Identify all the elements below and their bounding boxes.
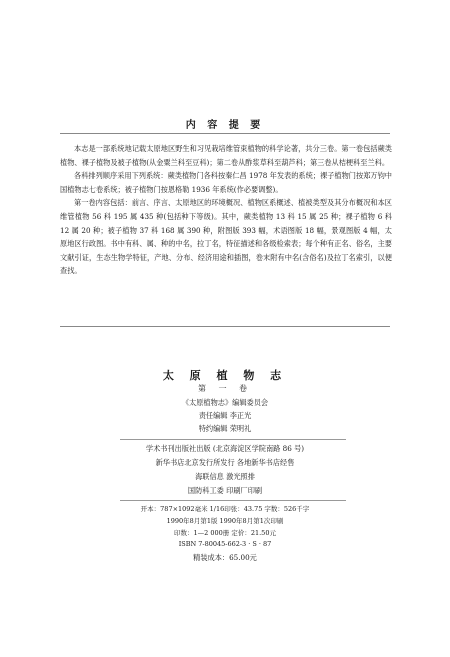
book-volume: 第 一 卷: [197, 384, 253, 393]
editorial-committee: 《太原植物志》编辑委员会: [181, 398, 269, 407]
publisher-rule: [120, 439, 346, 440]
book-title: 太 原 植 物 志: [162, 369, 288, 382]
responsible-editor: 责任编辑 李正光: [198, 411, 252, 420]
edition-line: 1990年8月第1版 1990年8月第1次印刷: [166, 517, 284, 525]
special-editor: 特约编辑 荣明礼: [198, 424, 252, 433]
summary-paragraph-2: 各科排列顺序采用下列系统：蕨类植物门各科按秦仁昌 1978 年发表的系统；裸子植物门按郑万钧中国植物志七卷系统；被子植物门按恩格勒 1936 年系统(作必要调整)。: [60, 171, 392, 194]
printing-line: 国防科工委 印刷厂印刷: [187, 486, 263, 495]
copies-line: 印数：1—2 000册 定价：21.50元: [174, 529, 276, 537]
summary-paragraph-1: 本志是一部系统地记载太原地区野生和习见栽培维管束植物的科学论著，共分三卷。第一卷包括蕨类植物、裸子植物及被子植物(从金粟兰科至豆科)；第二卷从酢浆草科至葫芦科；第三卷从桔梗科至兰科。: [60, 144, 392, 167]
typesetting-line: 海联信息 激光照排: [195, 472, 255, 481]
section-rule: [60, 326, 390, 327]
publisher-line: 学术书刊出版社出版 (北京海淀区学院南路 86 号): [145, 444, 305, 453]
hardcover-price-line: 精装成本：65.00元: [193, 553, 257, 562]
format-line: 开本：787×1092毫米 1/16印张：43.75 字数：526千字: [140, 505, 310, 513]
summary-paragraph-3: 第一卷内容包括：前言、序言、太原地区的环境概况、植物区系概述、植被类型及其分布概况和本区维管植物 56 科 195 属 435 种(包括种下等级)。其中，蕨类植物 13 科 15 属 25 种；裸子植物 6 科 12 属 20 种；被子植物 37 科 168 属 390 种，附图版 393 幅，术语图版 18 幅，景观图版 4 幅，太原地区行政图。书中有科、属、种的中名，拉丁名，特征描述和各级检索表；每个种有正名、俗名，主要文献引证，生态生物学特征，产地、分布、经济用途和插图，卷末附有中名(含俗名)及拉丁名索引，以便查找。: [60, 198, 392, 276]
heading-rule: [60, 133, 390, 134]
distribution-line: 新华书店北京发行所发行 各地新华书店经售: [155, 458, 295, 467]
specs-rule: [120, 500, 346, 501]
summary-body: [60, 142, 392, 278]
isbn-line: ISBN 7-80045-662-3 · S · 87: [178, 540, 272, 548]
summary-heading: 内 容 提 要: [185, 120, 265, 131]
